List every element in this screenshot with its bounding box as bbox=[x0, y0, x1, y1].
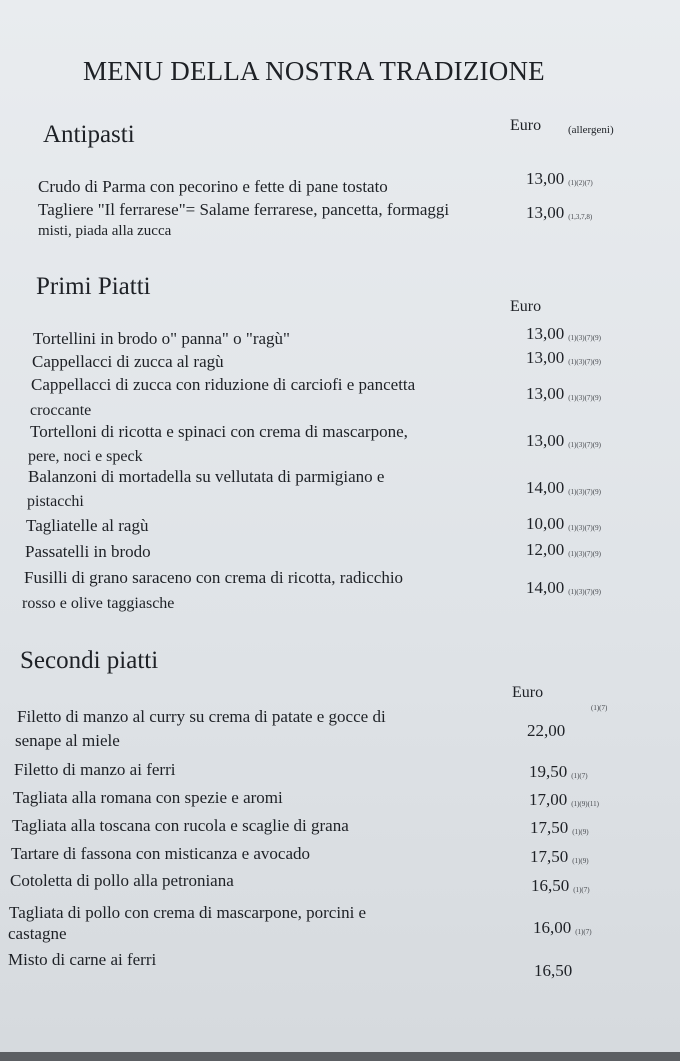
menu-item-name: Crudo di Parma con pecorino e fette di pane tostato bbox=[38, 177, 388, 196]
menu-item-allergens: (1,3,7,8) bbox=[568, 213, 593, 221]
menu-item-price: 10,00 bbox=[526, 514, 565, 533]
menu-item-name: Filetto di manzo al curry su crema di patate e gocce di bbox=[17, 707, 386, 726]
menu-item-price: 13,00 bbox=[526, 431, 565, 450]
menu-item-name-continued: castagne bbox=[8, 924, 67, 943]
menu-item-allergens: (1)(7) bbox=[591, 704, 608, 712]
menu-item-name: Filetto di manzo ai ferri bbox=[14, 760, 176, 779]
menu-item-price-row bbox=[526, 514, 601, 534]
menu-item-allergens: (1)(3)(7)(9) bbox=[568, 334, 601, 342]
section-heading-secondi: Secondi piatti bbox=[20, 647, 159, 674]
menu-item-allergens: (1)(3)(7)(9) bbox=[568, 441, 601, 449]
menu-item-name: Cotoletta di pollo alla petroniana bbox=[10, 871, 234, 890]
menu-item-allergens: (1)(3)(7)(9) bbox=[568, 550, 601, 558]
menu-item-name: Tagliere "Il ferrarese"= Salame ferrarese, pancetta, formaggi bbox=[38, 200, 450, 219]
menu-item-price-row bbox=[526, 478, 601, 498]
menu-item-name-continued: rosso e olive taggiasche bbox=[22, 595, 175, 612]
menu-item-price-row bbox=[529, 790, 599, 810]
menu-item-name: Tagliata di pollo con crema di mascarpone, porcini e bbox=[9, 903, 367, 922]
menu-item-price: 19,50 bbox=[529, 762, 568, 781]
menu-title: MENU DELLA NOSTRA TRADIZIONE bbox=[83, 56, 545, 86]
menu-item-price: 22,00 bbox=[527, 721, 566, 740]
menu-item-price: 16,50 bbox=[534, 961, 573, 980]
menu-item-allergens: (1)(9) bbox=[572, 857, 589, 865]
menu-item-price-row bbox=[526, 324, 601, 344]
menu-item-allergens: (1)(7) bbox=[575, 928, 592, 936]
menu-item-price-row bbox=[526, 384, 601, 404]
euro-column-header: Euro bbox=[510, 117, 542, 134]
menu-item-name-continued: croccante bbox=[30, 402, 92, 419]
euro-column-header: Euro bbox=[512, 684, 544, 701]
euro-column-header: Euro bbox=[510, 298, 542, 315]
menu-item-price: 16,50 bbox=[531, 876, 570, 895]
menu-item-price-row bbox=[526, 348, 601, 368]
menu-item-price-row bbox=[530, 847, 589, 867]
menu-item-name-continued: misti, piada alla zucca bbox=[38, 223, 172, 239]
menu-item-name: Tartare di fassona con misticanza e avocado bbox=[11, 844, 311, 863]
allergens-column-header: (allergeni) bbox=[568, 124, 614, 136]
menu-item-price: 13,00 bbox=[526, 384, 565, 403]
menu-item-allergens: (1)(7) bbox=[573, 886, 590, 894]
menu-item-price: 14,00 bbox=[526, 478, 565, 497]
menu-item-allergens: (1)(2)(7) bbox=[568, 179, 593, 187]
menu-item-price-row bbox=[533, 918, 592, 938]
menu-item-name: Cappellacci di zucca con riduzione di carciofi e pancetta bbox=[31, 375, 416, 394]
menu-item-allergens: (1)(3)(7)(9) bbox=[568, 394, 601, 402]
menu-item-name: Tagliatelle al ragù bbox=[26, 516, 149, 535]
menu-item-price-row bbox=[526, 578, 601, 598]
menu-item-price: 13,00 bbox=[526, 203, 565, 222]
menu-item-price: 13,00 bbox=[526, 169, 565, 188]
menu-item-name: Tortellini in brodo o" panna" o "ragù" bbox=[33, 329, 290, 348]
section-heading-primi: Primi Piatti bbox=[36, 273, 151, 300]
menu-item-price-row bbox=[526, 169, 593, 189]
menu-item-price: 17,50 bbox=[530, 847, 569, 866]
menu-item-price: 13,00 bbox=[526, 348, 565, 367]
menu-item-name-continued: pere, noci e speck bbox=[28, 448, 143, 465]
menu-item-price: 12,00 bbox=[526, 540, 565, 559]
menu-item-name: Cappellacci di zucca al ragù bbox=[32, 352, 224, 371]
menu-item-price-row bbox=[526, 431, 601, 451]
menu-item-price-row bbox=[526, 540, 601, 560]
section-heading-antipasti: Antipasti bbox=[43, 121, 135, 148]
menu-item-allergens: (1)(9) bbox=[572, 828, 589, 836]
menu-item-name: Fusilli di grano saraceno con crema di ricotta, radicchio bbox=[24, 568, 404, 587]
menu-item-name: Tagliata alla romana con spezie e aromi bbox=[13, 788, 283, 807]
menu-item-price: 17,00 bbox=[529, 790, 568, 809]
menu-item-name: Balanzoni di mortadella su vellutata di parmigiano e bbox=[28, 467, 385, 486]
menu-item-price-row bbox=[526, 203, 592, 223]
menu-item-allergens: (1)(3)(7)(9) bbox=[568, 358, 601, 366]
menu-item-price-row bbox=[531, 876, 590, 896]
menu-item-allergens: (1)(3)(7)(9) bbox=[568, 488, 601, 496]
menu-item-name: Tagliata alla toscana con rucola e scaglie di grana bbox=[12, 816, 349, 835]
menu-item-allergens: (1)(3)(7)(9) bbox=[568, 524, 601, 532]
menu-item-allergens: (1)(3)(7)(9) bbox=[568, 588, 601, 596]
menu-item-price-row bbox=[529, 762, 588, 782]
menu-item-name: Passatelli in brodo bbox=[25, 542, 151, 561]
menu-item-name-continued: senape al miele bbox=[15, 731, 120, 750]
menu-item-price: 14,00 bbox=[526, 578, 565, 597]
menu-item-allergens: (1)(9)(11) bbox=[571, 800, 599, 808]
menu-item-allergens: (1)(7) bbox=[571, 772, 588, 780]
menu-item-name: Misto di carne ai ferri bbox=[8, 950, 157, 969]
menu-item-name-continued: pistacchi bbox=[27, 493, 84, 510]
menu-item-price: 17,50 bbox=[530, 818, 569, 837]
menu-item-price: 16,00 bbox=[533, 918, 572, 937]
menu-item-name: Tortelloni di ricotta e spinaci con crema di mascarpone, bbox=[30, 422, 408, 441]
menu-item-price-row bbox=[530, 818, 589, 838]
menu-item-price: 13,00 bbox=[526, 324, 565, 343]
